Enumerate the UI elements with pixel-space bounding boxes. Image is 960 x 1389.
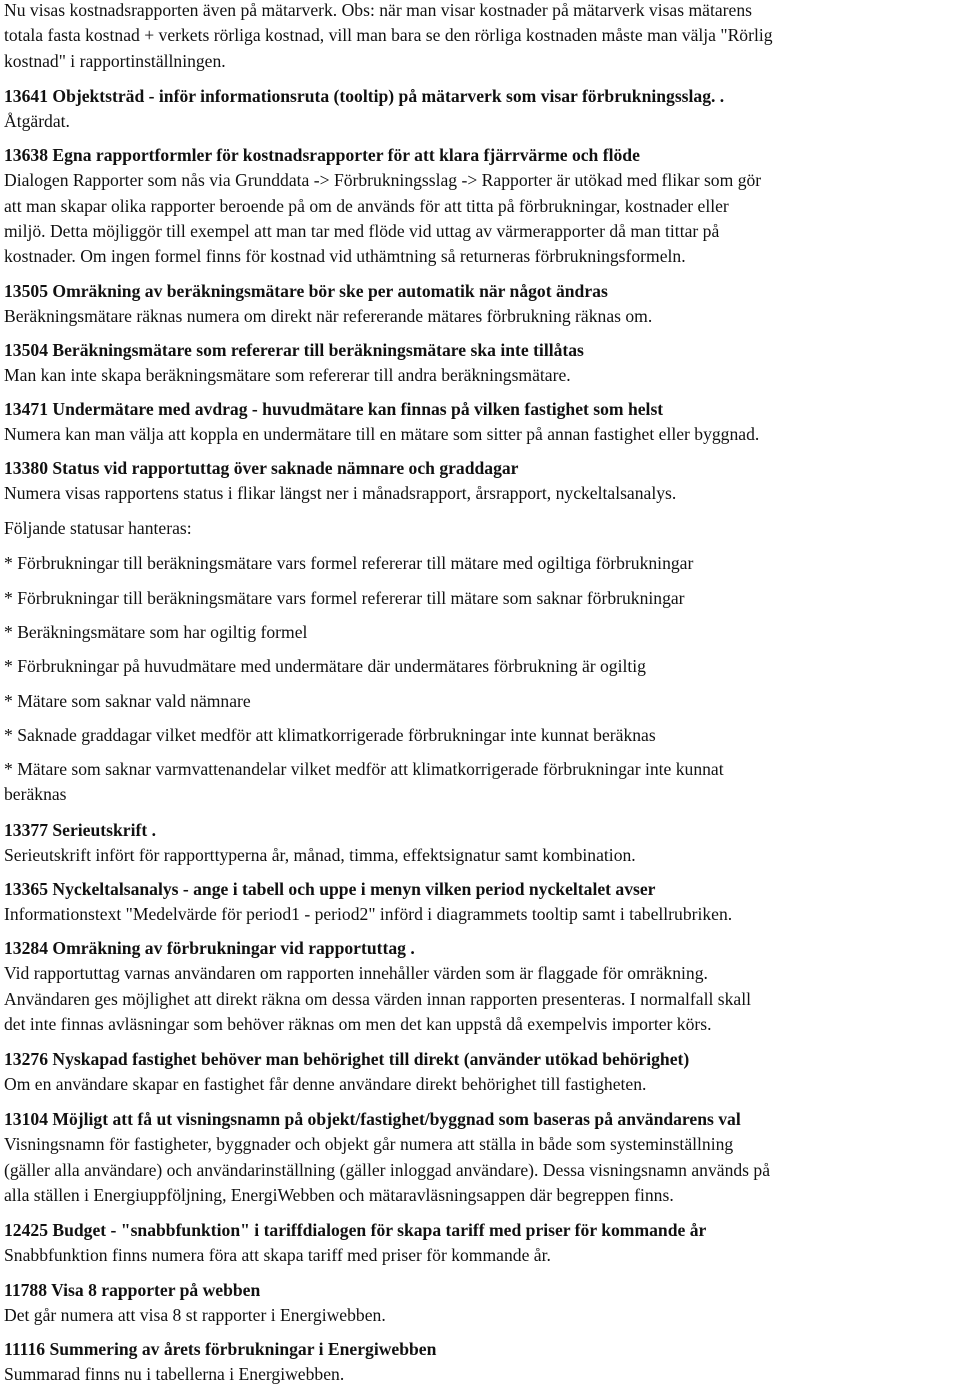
status-item-line: * Beräkningsmätare som har ogiltig formel	[4, 622, 308, 642]
status-item	[4, 723, 956, 748]
entry-body-line: (gäller alla användare) och användarinställning (gäller inloggad användare). Dessa visningsnamn används på	[4, 1159, 771, 1180]
changelog-entry-13504	[4, 338, 956, 389]
entry-title: 13641 Objektsträd - inför informationsruta (tooltip) på mätarverk som visar förbrukningsslag. .	[4, 86, 725, 106]
status-item-line: * Mätare som saknar varmvattenandelar vilket medför att klimatkorrigerade förbrukningar inte kunnat	[4, 759, 724, 779]
entry-title: 12425 Budget - "snabbfunktion" i tariffdialogen för skapa tariff med priser för kommande år	[4, 1220, 707, 1240]
status-item-line: * Förbrukningar till beräkningsmätare vars formel refererar till mätare som saknar förbrukningar	[4, 588, 685, 608]
entry-body-line: Summarad finns nu i tabellerna i Energiwebben.	[4, 1364, 345, 1385]
status-item-line: * Förbrukningar på huvudmätare med undermätare där undermätares förbrukning är ogiltig	[4, 656, 646, 676]
changelog-entry-13380	[4, 456, 956, 507]
changelog-entry-13284	[4, 936, 956, 1037]
statuses-intro-text: Följande statusar hanteras:	[4, 518, 192, 538]
intro-line: Nu visas kostnadsrapporten även på mätarverk. Obs: när man visar kostnader på mätarverk visas mätarens	[4, 0, 752, 20]
entry-body-line: Om en användare skapar en fastighet får denne användare direkt behörighet till fastigheten.	[4, 1074, 647, 1095]
entry-title: 13471 Undermätare med avdrag - huvudmätare kan finnas på vilken fastighet som helst	[4, 399, 664, 419]
status-item	[4, 586, 956, 611]
changelog-entry-12425	[4, 1218, 956, 1269]
entry-title: 13504 Beräkningsmätare som refererar till beräkningsmätare ska inte tillåtas	[4, 340, 584, 360]
entry-body-line: alla ställen i Energiuppföljning, EnergiWebben och mätaravläsningsappen där begreppen finns.	[4, 1184, 674, 1205]
status-item-line: * Mätare som saknar vald nämnare	[4, 691, 251, 711]
status-item	[4, 654, 956, 679]
changelog-entry-11116	[4, 1337, 956, 1388]
entry-title: 11116 Summering av årets förbrukningar i Energiwebben	[4, 1339, 437, 1359]
entry-title: 13104 Möjligt att få ut visningsnamn på objekt/fastighet/byggnad som baseras på användarens val	[4, 1109, 741, 1129]
changelog-entry-13365	[4, 877, 956, 928]
entry-body-line: Visningsnamn för fastigheter, byggnader och objekt går numera att ställa in både som systeminställning	[4, 1134, 734, 1155]
status-item-line: * Förbrukningar till beräkningsmätare vars formel refererar till mätare med ogiltiga förbrukningar	[4, 553, 694, 573]
changelog-entry-13638	[4, 143, 956, 269]
entry-body-line: att man skapar olika rapporter beroende på om de används för att titta på förbrukningar, kostnader eller	[4, 195, 729, 216]
entry-body-line: det inte finnas avläsningar som behöver räknas om men det kan uppstå då exempelvis importer körs.	[4, 1013, 712, 1034]
changelog-entry-13104	[4, 1107, 956, 1208]
statuses-intro	[4, 516, 956, 541]
entry-title: 13380 Status vid rapportuttag över saknade nämnare och graddagar	[4, 458, 519, 478]
entry-title: 13505 Omräkning av beräkningsmätare bör ske per automatik när något ändras	[4, 281, 608, 301]
entry-body-line: Åtgärdat.	[4, 111, 70, 132]
entry-title: 13377 Serieutskrift .	[4, 820, 156, 840]
changelog-entry-13276	[4, 1047, 956, 1098]
entry-body-line: Numera visas rapportens status i flikar längst ner i månadsrapport, årsrapport, nyckeltalsanalys.	[4, 483, 677, 504]
entry-title: 13276 Nyskapad fastighet behöver man behörighet till direkt (använder utökad behörighet)	[4, 1049, 690, 1069]
changelog-entry-13505	[4, 279, 956, 330]
changelog-entry-13641	[4, 84, 956, 135]
entry-title: 13284 Omräkning av förbrukningar vid rapportuttag .	[4, 938, 415, 958]
entry-body-line: Man kan inte skapa beräkningsmätare som refererar till andra beräkningsmätare.	[4, 365, 571, 386]
status-item-line: * Saknade graddagar vilket medför att klimatkorrigerade förbrukningar inte kunnat beräknas	[4, 725, 656, 745]
entry-body-line: Det går numera att visa 8 st rapporter i Energiwebben.	[4, 1305, 386, 1326]
entry-title: 13365 Nyckeltalsanalys - ange i tabell och uppe i menyn vilken period nyckeltalet avser	[4, 879, 656, 899]
intro-line: totala fasta kostnad + verkets rörliga kostnad, vill man bara se den rörliga kostnaden måste man välja "Rörlig	[4, 25, 773, 46]
status-item	[4, 689, 956, 714]
entry-body-line: Dialogen Rapporter som nås via Grunddata -> Förbrukningsslag -> Rapporter är utökad med flikar som gör	[4, 170, 762, 191]
entry-title: 11788 Visa 8 rapporter på webben	[4, 1280, 261, 1300]
entry-body-line: miljö. Detta möjliggör till exempel att man tar med flöde vid uttag av värmerapporter då man tittar på	[4, 220, 720, 241]
entry-body-line: Vid rapportuttag varnas användaren om rapporten innehåller värden som är flaggade för omräkning.	[4, 963, 708, 984]
entry-body-line: Numera kan man välja att koppla en undermätare till en mätare som sitter på annan fastighet eller byggnad.	[4, 424, 760, 445]
changelog-entry-11788	[4, 1278, 956, 1329]
status-item	[4, 757, 956, 808]
entry-title: 13638 Egna rapportformler för kostnadsrapporter för att klara fjärrvärme och flöde	[4, 145, 640, 165]
entry-body-line: Användaren ges möjlighet att direkt räkna om dessa värden innan rapporten presenteras. I normalfall skall	[4, 988, 751, 1009]
status-item	[4, 551, 956, 576]
changelog-entry-13471	[4, 397, 956, 448]
intro-paragraph	[4, 0, 956, 74]
intro-line: kostnad" i rapportinställningen.	[4, 50, 226, 71]
entry-body-line: Serieutskrift infört för rapporttyperna år, månad, timma, effektsignatur samt kombination.	[4, 845, 636, 866]
status-item-line: beräknas	[4, 784, 67, 805]
entry-body-line: Beräkningsmätare räknas numera om direkt när refererande mätares förbrukning räknas om.	[4, 306, 653, 327]
entry-body-line: Snabbfunktion finns numera föra att skapa tariff med priser för kommande år.	[4, 1245, 551, 1266]
entry-body-line: kostnader. Om ingen formel finns för kostnad vid uthämtning så returneras förbrukningsformeln.	[4, 246, 686, 267]
changelog-entry-13377	[4, 818, 956, 869]
status-item	[4, 620, 956, 645]
entry-body-line: Informationstext "Medelvärde för period1 - period2" införd i diagrammets tooltip samt i tabellrubriken.	[4, 904, 733, 925]
